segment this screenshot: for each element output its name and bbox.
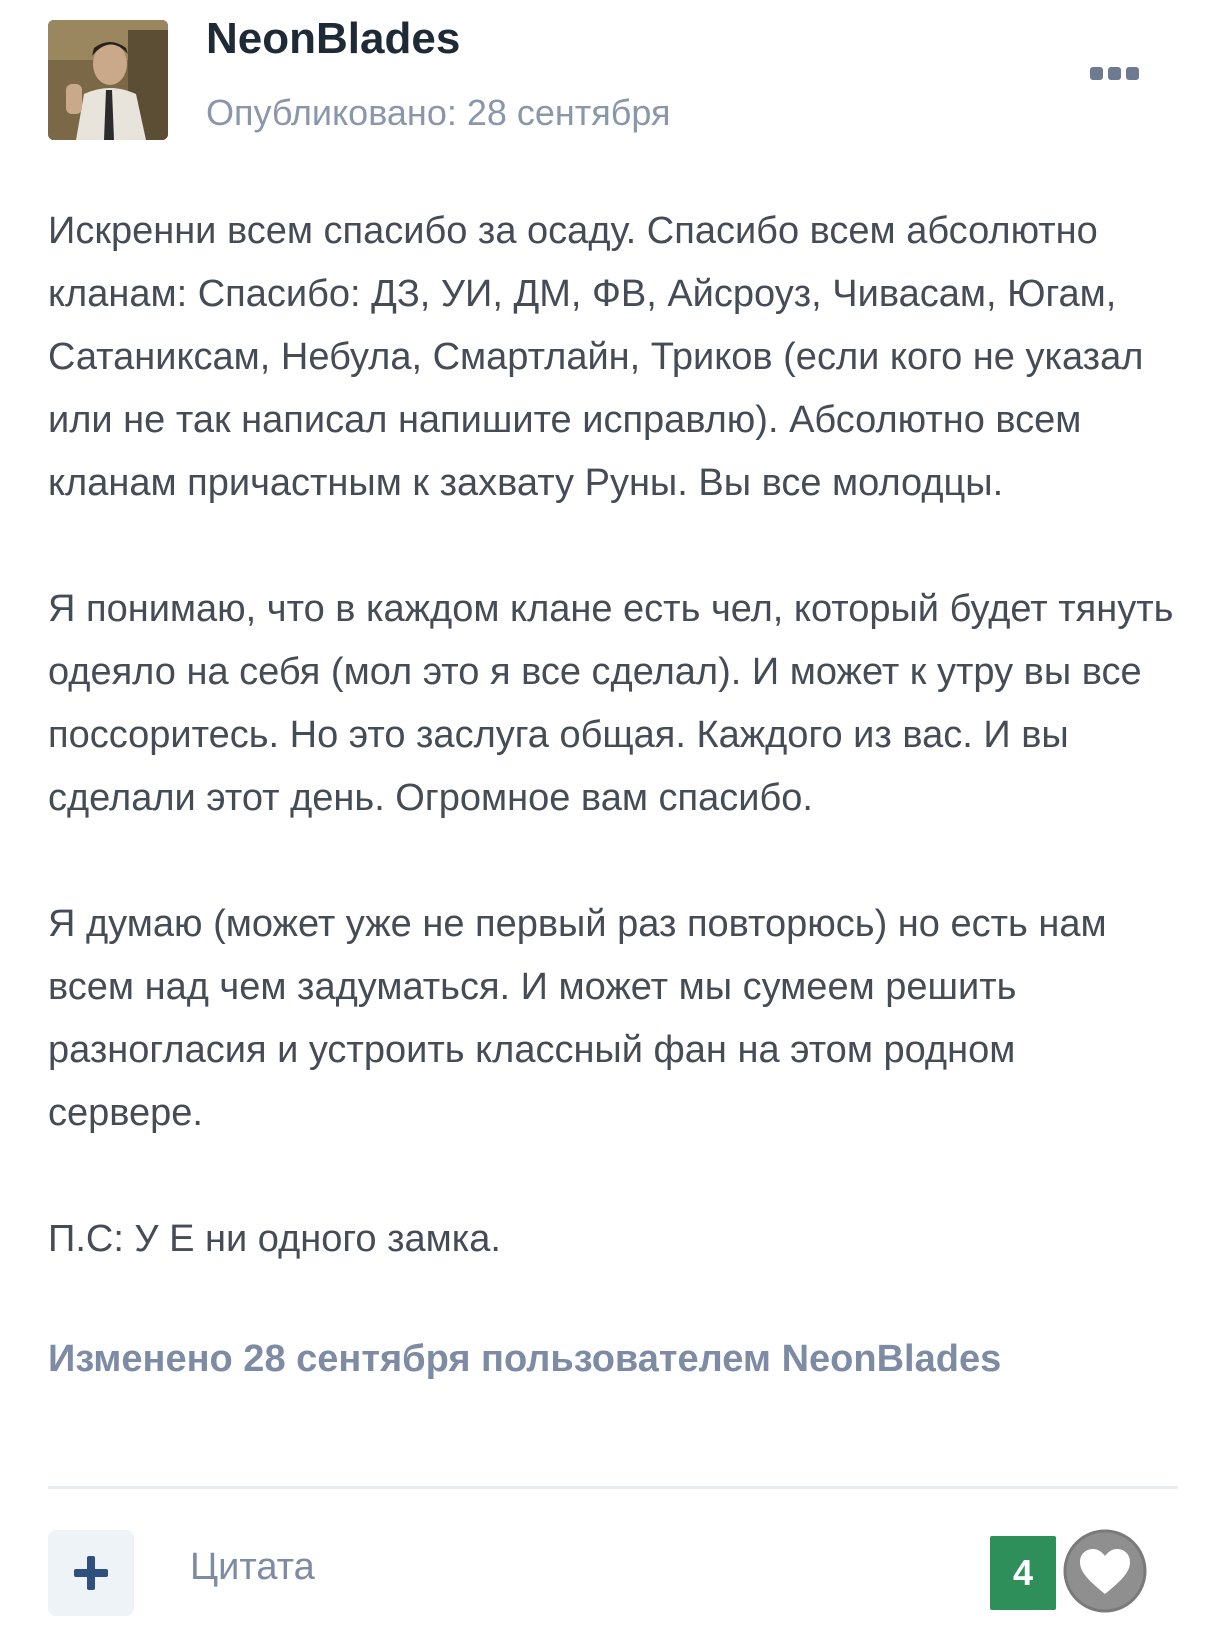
more-options-button[interactable] <box>1088 62 1140 88</box>
author-avatar[interactable] <box>48 20 168 140</box>
edited-note: Изменено 28 сентября пользователем NeonBlades <box>48 1338 1002 1380</box>
quote-button[interactable]: Цитата <box>190 1546 315 1588</box>
avatar-photo-icon <box>48 20 168 140</box>
post-paragraph: Я думаю (может уже не первый раз повторюсь) но есть нам всем над чем задуматься. И может мы сумеем решить разногласия и устроить классный фан на этом родном сервере. <box>48 903 1107 1134</box>
reaction-count-badge[interactable]: 4 <box>990 1536 1056 1610</box>
post-paragraph: П.С: У Е ни одного замка. <box>48 1218 501 1260</box>
post-paragraph: Искренни всем спасибо за осаду. Спасибо всем абсолютно кланам: Спасибо: ДЗ, УИ, ДМ, ФВ, Айсроуз, Чивасам, Югам, Сатаниксам, Небула, Смартлайн, Триков (если кого не указал или не так написал напишите исправлю). Абсолютно всем кланам причастным к захвату Руны. Вы все молодцы. <box>48 210 1144 504</box>
plus-icon <box>70 1552 112 1594</box>
divider <box>48 1486 1178 1489</box>
post-content <box>48 200 1178 1271</box>
more-dots-icon <box>1088 62 1140 88</box>
like-button[interactable] <box>1062 1528 1148 1614</box>
multiquote-plus-button[interactable] <box>48 1530 134 1616</box>
post-paragraph: Я понимаю, что в каждом клане есть чел, который будет тянуть одеяло на себя (мол это я все сделал). И может к утру вы все поссоритесь. Но это заслуга общая. Каждого из вас. И вы сделали этот день. Огромное вам спасибо. <box>48 588 1174 819</box>
heart-icon <box>1062 1528 1148 1614</box>
author-name[interactable]: NeonBlades <box>206 14 461 63</box>
post-date: Опубликовано: 28 сентября <box>206 92 671 133</box>
